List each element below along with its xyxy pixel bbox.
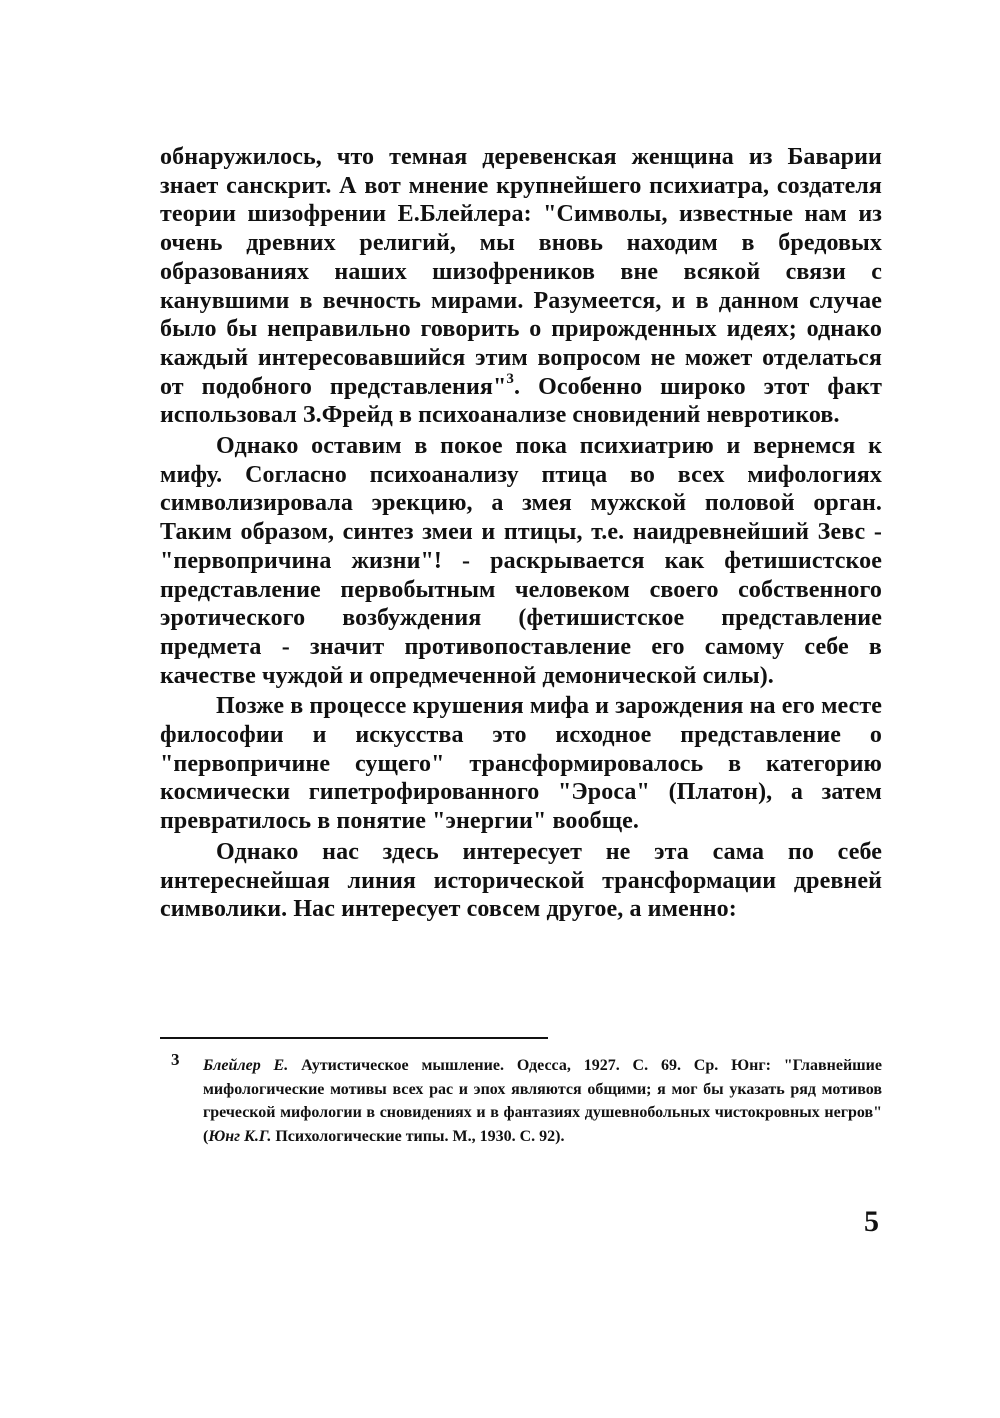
main-text — [160, 143, 882, 924]
paragraph-1-text: обнаружилось, что темная деревенская женщина из Баварии знает санскрит. А вот мнение крупнейшего психиатра, создателя теории шизофрении Е.Блейлера: "Символы, известные нам из очень древних религий, мы вновь находим в бредовых образованиях наших шизофреников вне всякой связи с канувшими в вечность мирами. Разумеется, и в данном случае было бы неправильно говорить о прирожденных идеях; однако каждый интересовавшийся этим вопросом не может отделаться от подобного представления" — [160, 144, 882, 400]
paragraph-1-tail: . Особенно широко этот факт использовал З.Фрейд в психоанализе сновидений невротиков. — [160, 373, 882, 429]
paragraph-4: Однако нас здесь интересует не эта сама по себе интереснейшая линия исторической трансформации древней символики. Нас интересует совсем другое, а именно: — [160, 838, 882, 923]
footnote-divider — [160, 1037, 548, 1039]
footnote-author-2: Юнг К.Г. — [208, 1127, 272, 1145]
footnote-ref: 3 — [506, 370, 515, 387]
footnote-author-1: Блейлер Е. — [203, 1057, 289, 1074]
footnote-text-1: Аутистическое мышление. Одесса, 1927. С. 69. Ср. Юнг: "Главнейшие мифологические мотивы всех рас и эпох являются общими; я мог бы указать ряд мотивов греческой мифологии в сновидениях и в фантазиях душевнобольных чистокровных негров" ( — [203, 1057, 883, 1145]
paragraph-3: Позже в процессе крушения мифа и зарождения на его месте философии и искусства это исходное представление о "первопричине сущего" трансформировалось в категорию космически гипетрофированного "Эроса" (Платон), а затем превратилось в понятие "энергии" вообще. — [160, 693, 882, 835]
paragraph-1 — [160, 143, 882, 430]
footnote-number: 3 — [171, 1050, 180, 1069]
page-number: 5 — [864, 1205, 879, 1238]
footnote-text-2: Психологические типы. М., 1930. С. 92). — [271, 1127, 565, 1145]
footnote — [203, 1054, 882, 1148]
paragraph-2: Однако оставим в покое пока психиатрию и вернемся к мифу. Согласно психоанализу птица во всех мифологиях символизировала эрекцию, а змея мужской половой орган. Таким образом, синтез змеи и птицы, т.е. наидревнейший Зевс - "первопричина жизни"! - раскрывается как фетишистское представление первобытным человеком своего собственного эротического возбуждения (фетишистское представление предмета - значит противопоставление его самому себе в качестве чуждой и опредмеченной демонической силы). — [160, 433, 882, 689]
